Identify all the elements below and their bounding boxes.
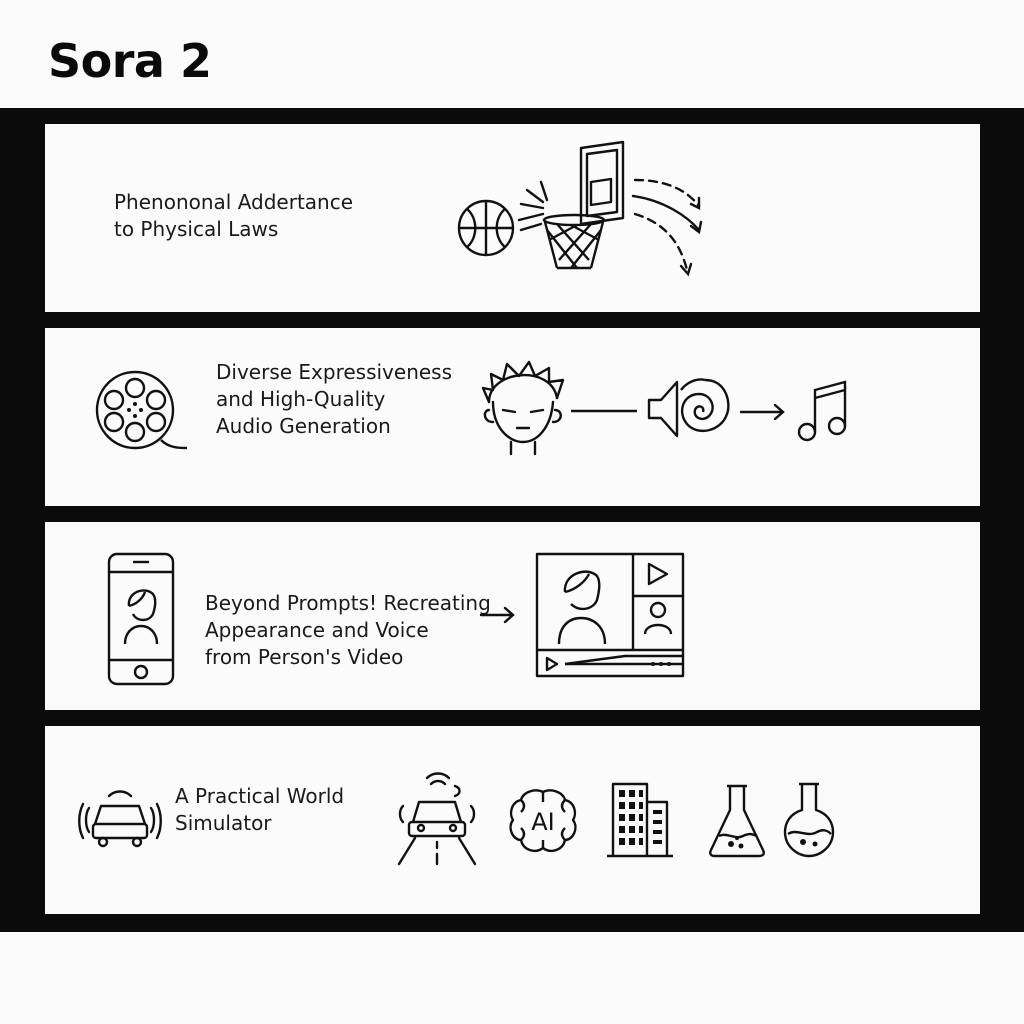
round-flask-icon <box>783 782 835 858</box>
music-note-icon <box>795 380 851 444</box>
person-face-icon <box>479 358 569 458</box>
connector-line-icon <box>571 408 641 414</box>
basketball-icon <box>456 198 516 258</box>
panel-recreating-appearance <box>45 522 980 710</box>
panel-4-text: A Practical World Simulator <box>175 784 345 835</box>
hoop-icon <box>537 142 637 272</box>
panel-audio-generation <box>45 328 980 506</box>
panel-1-text: Phenononal Addertance to Physical Laws <box>114 190 354 241</box>
page-title: Sora 2 <box>48 34 212 88</box>
arrow-right-icon <box>739 402 789 422</box>
panel-world-simulator <box>45 726 980 914</box>
speaker-swirl-icon <box>647 374 735 444</box>
arrow-right-icon-2 <box>479 606 519 624</box>
panel-3-text: Beyond Prompts! Recreating Appearance and Voice from Person's Video <box>205 591 491 669</box>
panel-2-text: Diverse Expressiveness and High-Quality Audio Generation <box>216 360 453 438</box>
car-sensor-icon <box>81 786 159 850</box>
autonomous-car-road-icon <box>395 770 479 866</box>
building-icon <box>605 780 677 860</box>
film-reel-icon <box>93 368 189 452</box>
smartphone-portrait-icon <box>107 552 175 686</box>
flask-icon <box>707 784 767 858</box>
video-player-icon <box>535 552 685 678</box>
ai-brain-icon <box>507 788 579 854</box>
panel-physical-laws <box>45 124 980 312</box>
ai-label: AI <box>531 808 555 836</box>
trajectory-arrows-icon <box>633 174 713 284</box>
